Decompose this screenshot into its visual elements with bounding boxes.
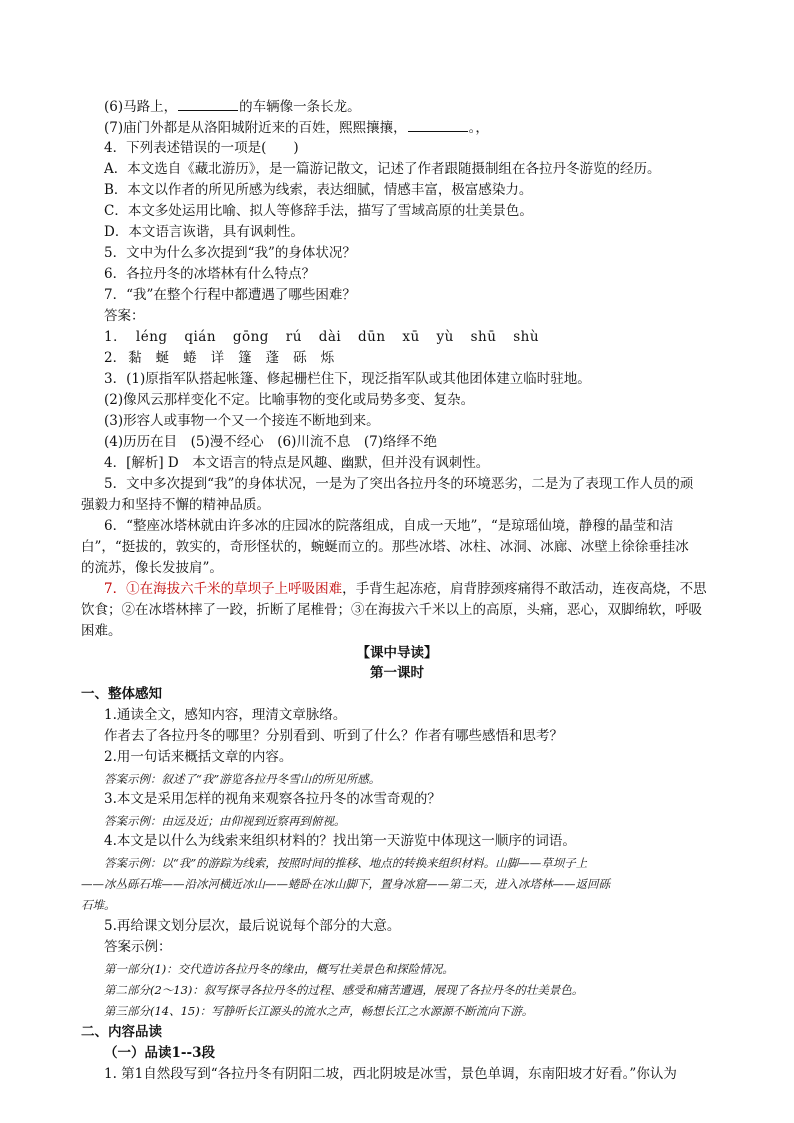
character-item: 篷: [238, 350, 252, 366]
pinyin-item: xū: [402, 329, 420, 345]
part-1-answer-4-line-2: ——冰丛砾石堆——沿冰河横近冰山——蜷卧在冰山脚下，置身冰窟——第二天，进入冰塔林——返回砾: [81, 877, 610, 891]
answer-6-line-3: 的流苏，像长发披肩”。: [81, 560, 223, 576]
part-1-title: 一、整体感知: [81, 686, 162, 702]
part-1-question-3: 3.本文是采用怎样的视角来观察各拉丹冬的冰雪奇观的？: [104, 791, 441, 807]
part-1-question-2: 2.用一句话来概括文章的内容。: [104, 749, 293, 765]
answer-4: 4．[解析] D 本文语言的特点是风趣、幽默，但并没有讽刺性。: [104, 455, 490, 471]
part-1-question-1: 1.通读全文，感知内容，理清文章脉络。: [104, 707, 347, 723]
character-item: 蜒: [155, 350, 170, 366]
answer-1-pinyin: [104, 328, 539, 346]
answer-2-characters: [104, 349, 348, 367]
part-1-answer-2: 答案示例：叙述了“我”游览各拉丹冬雪山的所见所感。: [104, 772, 381, 786]
part-1-answer-5-1: 第一部分(1)：交代造访各拉丹冬的缘由，概写壮美景色和探险情况。: [104, 962, 454, 976]
answer-3-2: (2)像风云那样变化不定。比喻事物的变化或局势多变、复杂。: [104, 392, 475, 408]
question-6-text-b: 的车辆像一条长龙。: [239, 99, 361, 115]
character-item: 蓬: [265, 350, 280, 366]
question-6: 6．各拉丹冬的冰塔林有什么特点？: [104, 266, 316, 282]
part-2-question-1: 1. 第1自然段写到“各拉丹冬有阴阳二坡，西北阴坡是冰雪，景色单调，东南阳坡才好看。”你认为: [104, 1066, 677, 1082]
answer-2-number: 2．: [104, 350, 127, 366]
answer-7-line-3: 困难。: [81, 623, 122, 639]
answer-7-rest: ，手背生起冻疮，肩背脖颈疼痛得不敢活动，连夜高烧，不思: [342, 581, 707, 597]
pinyin-item: yù: [436, 329, 454, 345]
answer-7-line-1: [104, 580, 707, 598]
character-item: 烁: [320, 350, 335, 366]
answer-6-line-2: 白”，“挺拔的，敦实的，奇形怪状的，蜿蜒而立的。那些冰塔、冰柱、冰洞、冰廊、冰壁上徐徐垂挂冰: [81, 539, 689, 555]
question-5: 5．文中为什么多次提到“我”的身体状况？: [104, 245, 356, 261]
question-7: 7．“我”在整个行程中都遭遇了哪些困难？: [104, 287, 356, 303]
pinyin-item: qián: [184, 329, 217, 345]
part-1-question-1b: 作者去了各拉丹冬的哪里？分别看到、听到了什么？作者有哪些感悟和思考？: [104, 728, 563, 744]
answer-7-highlight: 7．①在海拔六千米的草坝子上呼吸困难: [104, 581, 343, 597]
question-4-option-d: D．本文语言诙谐，具有讽刺性。: [104, 224, 304, 240]
character-item: 黏: [128, 350, 142, 366]
question-7-line: [104, 118, 489, 137]
part-1-answer-3: 答案示例：由远及近；由仰视到近察再到俯视。: [104, 814, 346, 828]
period-title: 第一课时: [370, 665, 424, 681]
question-7-text-a: (7)庙门外都是从洛阳城附近来的百姓，熙熙攘攘，: [104, 120, 407, 136]
answer-5-line-1: 5．文中多次提到“我”的身体状况，一是为了突出各拉丹冬的环境恶劣，二是为了表现工作人员的顽: [104, 476, 694, 492]
pinyin-item: gōng: [232, 329, 269, 345]
question-7-text-b: 。，: [468, 120, 489, 136]
part-2-title: 二、内容品读: [81, 1024, 162, 1040]
answer-blank: [408, 118, 468, 132]
pinyin-item: rú: [285, 329, 302, 345]
answers-label: 答案：: [104, 308, 145, 324]
question-4: 4．下列表述错误的一项是( ): [104, 140, 299, 156]
answer-1-number: 1．: [104, 329, 128, 345]
answer-3-1: 3．(1)原指军队搭起帐篷、修起栅栏住下，现泛指军队或其他团体建立临时驻地。: [104, 371, 591, 387]
character-item: 蜷: [183, 350, 197, 366]
answer-7-line-2: 饮食；②在冰塔林摔了一跤，折断了尾椎骨；③在海拔六千米以上的高原，头痛，恶心，双脚绵软，呼吸: [81, 602, 702, 618]
subsection-1-title: （一）品读1--3段: [104, 1045, 215, 1061]
part-1-answer-4-line-3: 石堆。: [81, 898, 116, 912]
question-4-option-b: B．本文以作者的所见所感为线索，表达细腻，情感丰富，极富感染力。: [104, 182, 533, 198]
character-item: 详: [210, 350, 225, 366]
character-item: 砾: [293, 350, 307, 366]
part-1-answer-5-3: 第三部分(14、15)：写静听长江源头的流水之声，畅想长江之水源源不断流向下游。: [104, 1004, 534, 1018]
part-1-answer-4-line-1: 答案示例：以“我”的游踪为线索，按照时间的推移、地点的转换来组织材料。山脚——草坝子上: [104, 856, 588, 870]
pinyin-item: dūn: [358, 329, 386, 345]
part-1-answer-5-2: 第二部分(2～13)：叙写探寻各拉丹冬的过程、感受和痛苦遭遇，展现了各拉丹冬的壮美景色。: [104, 983, 584, 997]
question-4-option-a: A．本文选自《藏北游历》，是一篇游记散文，记述了作者跟随摄制组在各拉丹冬游览的经历。: [104, 161, 661, 177]
pinyin-item: shū: [470, 329, 497, 345]
question-6-line: [104, 97, 361, 116]
answer-3-4: (4)历历在目 (5)漫不经心 (6)川流不息 (7)络绎不绝: [104, 434, 437, 450]
answer-6-line-1: 6．“整座冰塔林就由许多冰的庄园冰的院落组成，自成一天地”，“是琼瑶仙境，静穆的晶莹和洁: [104, 518, 674, 534]
part-1-question-4: 4.本文是以什么为线索来组织材料的？找出第一天游览中体现这一顺序的词语。: [104, 833, 576, 849]
answer-blank: [178, 97, 238, 111]
section-title: 【课中导读】: [356, 645, 438, 661]
question-4-option-c: C．本文多处运用比喻、拟人等修辞手法，描写了雪域高原的壮美景色。: [104, 203, 533, 219]
pinyin-item: dài: [318, 329, 342, 345]
answer-3-3: (3)形容人或事物一个又一个接连不断地到来。: [104, 413, 380, 429]
part-1-question-5: 5.再给课文划分层次，最后说说每个部分的大意。: [104, 918, 401, 934]
pinyin-item: shù: [513, 329, 540, 345]
pinyin-item: léng: [135, 329, 168, 345]
question-6-text-a: (6)马路上，: [104, 99, 178, 115]
answer-5-line-2: 强毅力和坚持不懈的精神品质。: [81, 497, 270, 513]
part-1-answer-5-label: 答案示例：: [104, 939, 172, 955]
